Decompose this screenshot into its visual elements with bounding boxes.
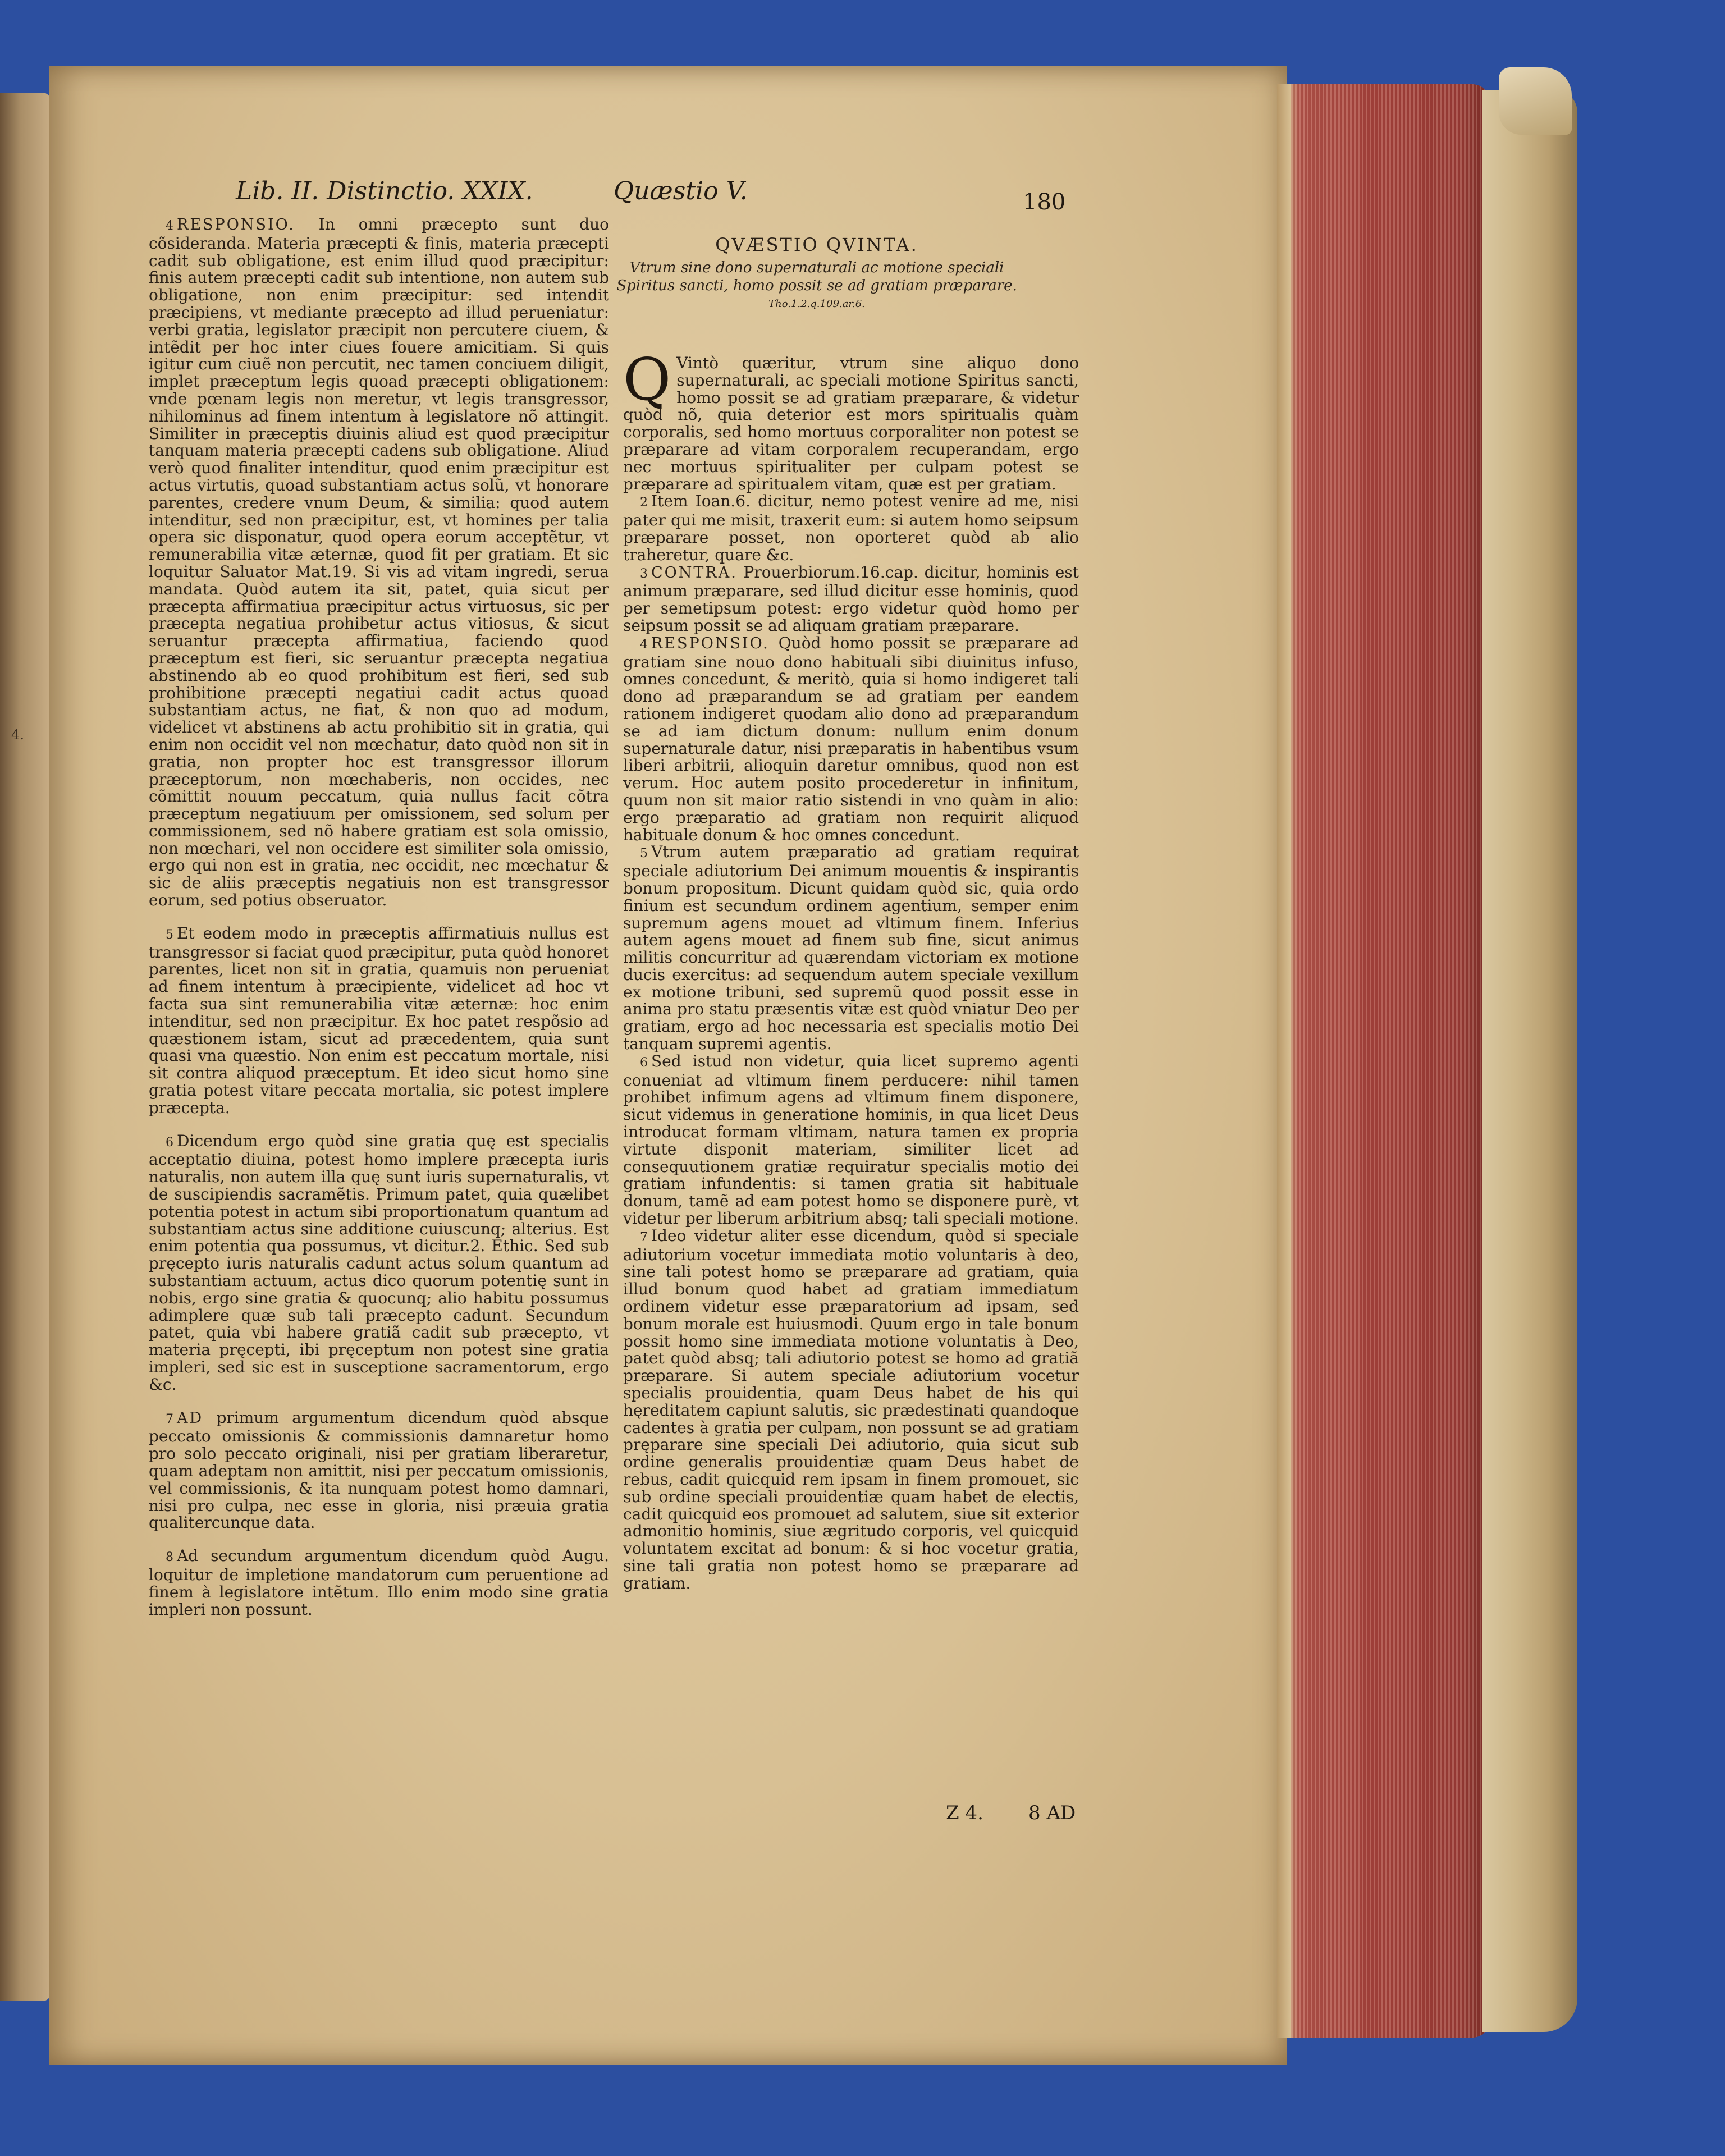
catchword: 8 AD [1028,1802,1076,1824]
paragraph-number: 2 [640,496,648,510]
paragraph-keyword: CONTRA. [651,564,738,582]
paragraph-keyword: RESPONSIO. [651,634,770,652]
red-fore-edge [1287,84,1489,2038]
paragraph [623,844,1079,1053]
question-reference: Tho.1.2.q.109.ar.6. [768,298,865,310]
paragraph-text: Dicendum ergo quòd sine gratia quę est specialis acceptatio diuina, potest homo implere præcepta iuris naturalis, non autem illa quę sunt iuris supernaturalis, vt de suscipiendis sacramẽtis. Primum patet, quia quælibet potentia potest in actum sibi proportionatum quantum ad substantiam actus sine additione cuiuscunq; alterius. Est enim potentia qua possumus, vt dicitur.2. Ethic. Sed sub pręcepto iuris naturalis cadunt actus solum quantum ad substantiam actuum, actus dico quorum potentię sunt in nobis, ergo sine gratia & quocunq; alio habitu possumus adimplere quæ sub tali præcepto cadunt. Secundum patet, quia vbi habere gratiã cadit sub præcepto, vt materia pręcepti, ibi pręceptum non potest sine gratia impleri, sed sic est in susceptione sacramentorum, ergo &c. [149,1131,609,1394]
paragraph-text: In omni præcepto sunt duo cõsideranda. Materia præcepti & finis, materia præcepti cadit sub obligatione, est enim illud quod præcipitur: finis autem præcepti cadit sub intentione, non autem sub obligatione, non enim præcipitur: sed intendit præcipiens, vt mediante præcepto ad illud perueniatur: verbi gratia, legislator præcipit non percutere ciuem, & intẽdit per hoc inter ciues fouere amicitiam. Si quis igitur cum ciuẽ non percutit, nec tamen conciuem diligit, implet præceptum legis quoad præcepti obligationem: vnde pœnam legis non meretur, vt legis transgressor, nihilominus ad finem intentum à legislatore nõ attingit. Similiter in præceptis diuinis aliud est quod præcipitur tanquam materia præcepti cadens sub obligatione. Aliud verò quod finaliter intenditur, quod enim præcipitur est actus virtutis, quoad substantiam actus solũ, vt honorare parentes, credere vnum Deum, & similia: quod autem intenditur, sed non præcipitur, est, vt homines per talia opera sic disponatur, quod opera eorum acceptẽtur, vt remunerabilia vitæ æternæ, quod fit per gratiam. Et sic loquitur Saluator Mat.19. Si vis ad vitam ingredi, serua mandata. Quòd autem ita sit, patet, quia sicut per præcepta affirmatiua præcipitur actus virtuosus, sic per præcepta negatiua prohibetur actus vitiosus, & sicut seruantur præcepta affirmatiua, faciendo quod præceptum est fieri, sic seruantur præcepta negatiua abstinendo ab eo quod prohibitum est fieri, sed sub prohibitione præcepti negatiui cadit actus quoad substantiam actus, ne fiat, & non quo ad modum, videlicet vt abstinens ab actu prohibitio sit in gratia, qui enim non occidit vel non mœchatur, dato quòd non sit in gratia, non propter hoc est transgressor illorum præceptorum, non mœchaberis, non occides, nec cõmittit nouum peccatum, quia nullus facit cõtra præceptum negatiuum per omissionem, sed solum per commissionem, sed nõ habere gratiam est sola omissio, non mœchari, vel non occidere est similiter sola omissio, ergo qui non est in gratia, nec occidit, nec mœchatur & sic de aliis præceptis negatiuis non est transgressor eorum, sed potius obseruator. [149,215,609,910]
paragraph-number: 3 [640,566,648,581]
paragraph-text: Ideo videtur aliter esse dicendum, quòd si speciale adiutorium vocetur immediata motio voluntaris à deo, sine tali potest homo se præparare ad gratiam, quia illud bonum quod habet ad gratiam immediatum ordinem videtur esse præparatorium ad ipsam, sed bonum morale est huiusmodi. Quum ergo in tale bonum possit homo sine immediata motione voluntatis à Deo, patet quòd absq; tali adiutorio potest se homo ad gratiã præparare. Si autem speciale adiutorium vocetur specialis prouidentia, quam Deus habet de his qui hęreditatem capiunt salutis, sic prædestinati quandoque cadentes à gratia per culpam, non possunt se ad gratiam pręparare sine speciali Dei adiutorio, quia sicut sub ordine generalis prouidentiæ quam Deus habet de rebus, cadit quicquid rem ipsam in finem promouet, sic sub ordine speciali prouidentiæ quam habet de electis, cadit quicquid eos promouet ad salutem, siue sit exterior admonitio hominis, siue ægritudo corporis, vel quicquid voluntatem excitat ad bonum: & si hoc vocetur gratia, sine tali gratia non potest homo se præparare ad gratiam. [623,1226,1079,1592]
paragraph-keyword: AD [177,1409,204,1427]
paragraph [149,216,609,909]
question-subtitle: Vtrum sine dono supernaturali ac motione speciali Spiritus sancti, homo possit se ad gratiam præparare. [616,259,1017,294]
question-heading [615,234,1019,310]
paragraph [149,1409,609,1532]
paragraph-number: 4 [640,637,648,652]
question-title: QVÆSTIO QVINTA. [715,234,918,255]
paragraph-text: Sed istud non videtur, quia licet supremo agenti conueniat ad vltimum finem perducere: nihil tamen prohibet infimum agens ad vltimum finem disponere, sicut videmus in generatione hominis, in qua licet Deus introducat formam vltimam, natura tamen ex propria virtute disponit materiam, similiter licet ad consequutionem gratiæ requiratur specialis motio dei gratiam infundentis: si tamen gratia sit habituale donum, tamẽ ad eam potest homo se disponere purè, vt videtur per liberum arbitrium absq; tali speciali motione. [623,1051,1079,1228]
folio-number: 180 [1023,189,1066,215]
paragraph-number: 6 [640,1055,648,1070]
question-intro: Q Vintò quæritur, vtrum sine aliquo dono supernaturali, ac speciali motione Spiritus sancti, homo possit se ad gratiam præparare, & videtur quòd nõ, quia deterior est mors spiritualis quàm corporalis, sed homo mortuus corporaliter non potest se præparare ad vitam corporalem recuperandam, ergo nec mortuus spiritualiter per culpam potest se præparare ad spiritualem vitam, quæ est per gratiam. [623,345,1079,493]
left-column [149,216,609,1618]
facing-page-edge [0,93,51,2001]
paragraph-text: Vtrum autem præparatio ad gratiam requirat speciale adiutorium Dei animum mouentis & inspirantis bonum propositum. Dicunt quidam quòd sic, quia ordo finium est secundum ordinem agentium, semper enim supremum agens mouet ad vltimum finem. Inferius autem agens mouet ad finem sub fine, sicut animus militis concurritur ad quærendam victoriam ex motione ducis exercitus: ad sequendum autem speciale vexillum ex motione tribuni, sed supremũ quod possit esse in anima pro statu præsentis vitæ est quòd vniatur Deo per gratiam, ergo ad hoc necessaria est specialis motio Dei tanquam supremi agentis. [623,843,1079,1054]
paragraph-text: primum argumentum dicendum quòd absque peccato omissionis & commissionis damnaretur homo pro solo peccato originali, nisi per gratiam liberaretur, quam adeptam non amittit, nisi per peccatum omissionis, vel commissionis, & ita nunquam potest homo damnari, nisi pro culpa, nec esse in gloria, nisi præuia gratia qualitercunque data. [149,1408,610,1532]
right-column [623,345,1079,1592]
paragraph [623,493,1079,564]
paragraph-keyword: RESPONSIO. [177,216,295,234]
paragraph-text: Ad secundum argumentum dicendum quòd Augu. loquitur de impletione mandatorum cum peruentione ad finem à legislatore intẽtum. Illo enim modo sine gratia impleri non possunt. [149,1546,609,1619]
running-head-left: Lib. II. Distinctio. XXIX. [236,177,533,205]
paragraph-text: Quòd homo possit se præparare ad gratiam sine nouo dono habituali sibi diuinitus infuso, omnes concedunt, & meritò, quia si homo indigeret tali dono ad præparandum se ad gratiam per eandem rationem indigeret quodam alio dono ad præparandum se ad iam dictum donum: nullum enim donum supernaturale datur, nisi præparatis in habentibus vsum liberi arbitrii, alioquin daretur omnibus, quod non est verum. Hoc autem posito procederetur in infinitum, quum non sit maior ratio sistendi in vno quàm in alio: ergo præparatio ad gratiam non requirit aliquod habituale donum & hoc omnes concedunt. [623,633,1079,844]
paragraph-text: Prouerbiorum.16.cap. dicitur, hominis est animum præparare, sed illud dicitur esse hominis, quod per semetipsum potest: ergo videtur quòd homo per seipsum possit se ad aliquam gratiam præparare. [623,562,1079,635]
running-head-right: Quæstio V. [614,177,748,205]
paragraph-number: 4 [166,219,173,233]
paragraph-number: 5 [166,927,173,942]
paragraph-number: 7 [166,1412,173,1426]
paragraph-number: 7 [640,1230,648,1244]
paragraph [623,635,1079,844]
paragraph-number: 8 [166,1550,173,1565]
paragraph-text: Et eodem modo in præceptis affirmatiuis nullus est transgressor si faciat quod præcipitur, puta quòd honoret parentes, licet non sit in gratia, quamuis non perueniat ad finem intentum à præcipiente, videlicet ad hoc vt facta sua sint remunerabilia vitæ æternæ: hoc enim intenditur, sed non præcipitur. Ex hoc patet respõsio ad quæstionem istam, sicut ad præcedentem, quia sunt quasi vna quæstio. Non enim est peccatum mortale, nisi sit contra aliquod præceptum. Et ideo sicut homo sine gratia potest vitare peccata mortalia, sic potest implere præcepta. [149,923,609,1117]
paragraph-text: Item Ioan.6. dicitur, nemo potest venire ad me, nisi pater qui me misit, traxerit eum: si autem homo seipsum præparare posset, non oporteret quòd ab alio traheretur, quare &c. [623,492,1079,564]
paragraph [623,1228,1079,1592]
paragraph [149,1548,609,1618]
paragraph [623,1053,1079,1228]
signature-mark: Z 4. [946,1802,983,1824]
paragraph [623,564,1079,635]
margin-note: 4. [11,727,24,743]
paragraph-number: 6 [166,1135,173,1150]
paragraph [149,925,609,1117]
paragraph [149,1133,609,1394]
vellum-cover [1482,90,1577,2032]
paragraph-number: 5 [640,846,648,861]
drop-cap: Q [623,345,671,414]
